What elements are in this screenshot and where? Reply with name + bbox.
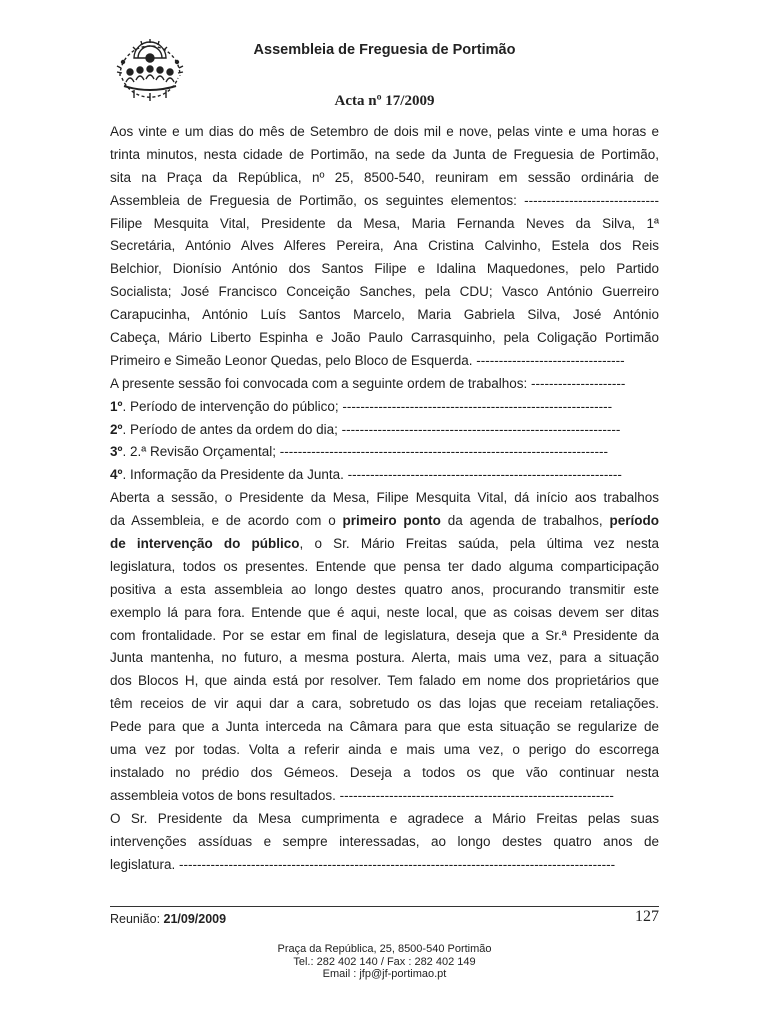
text-line — [110, 396, 659, 419]
text-line — [110, 350, 659, 373]
meeting-date-line — [110, 912, 226, 926]
text-run: sita na Praça da República, nº 25, 8500-540, reuniram em sessão ordinária de — [110, 169, 659, 185]
page-number: 127 — [635, 908, 659, 925]
text-run: trinta minutos, nesta cidade de Portimão, na sede da Junta de Freguesia de Portimão, — [110, 146, 659, 162]
text-line — [110, 602, 659, 625]
text-run: positiva a esta assembleia ao longo destes quatro anos, procurando transmitir este — [110, 581, 659, 597]
text-line — [110, 281, 659, 304]
footer-address — [110, 943, 659, 981]
meeting-date: 21/09/2009 — [163, 912, 227, 926]
text-line — [110, 144, 659, 167]
text-line — [110, 235, 659, 258]
text-line — [110, 579, 659, 602]
text-run: Primeiro e Simeão Leonor Quedas, pelo Bloco de Esquerda. --------------------------------- — [110, 352, 625, 368]
text-run: . 2.ª Revisão Orçamental; ------------------------------------------------------------------------- — [122, 444, 608, 460]
text-line — [110, 304, 659, 327]
bold-text: 1º — [110, 398, 123, 414]
text-run: exemplo lá para fora. Entende que é aqui, neste local, que as coisas devem ser ditas — [110, 604, 659, 620]
text-run: Pede para que a Junta interceda na Câmara para que esta situação se regularize de — [110, 719, 659, 735]
meeting-label: Reunião: — [110, 912, 164, 926]
text-run: . Período de antes da ordem do dia; -------------------------------------------------------------- — [122, 421, 621, 437]
text-run: assembleia votos de bons resultados. ------------------------------------------------------------- — [110, 787, 614, 803]
text-line — [110, 464, 659, 487]
text-line — [110, 487, 659, 510]
text-line — [110, 647, 659, 670]
text-line — [110, 556, 659, 579]
text-line — [110, 670, 659, 693]
phone-fax-line: Tel.: 282 402 140 / Fax : 282 402 149 — [293, 955, 476, 968]
bold-text: 4º — [110, 467, 123, 483]
text-line — [110, 625, 659, 648]
text-line — [110, 373, 659, 396]
text-run: intervenções assíduas e sempre interessadas, ao longo destes quatro anos de — [110, 833, 659, 849]
text-line — [110, 854, 659, 877]
bold-text: de intervenção do público — [110, 536, 300, 552]
text-line — [110, 510, 659, 533]
bold-text: 3º — [110, 444, 123, 460]
text-line — [110, 785, 659, 808]
text-line — [110, 716, 659, 739]
text-run: Socialista; José Francisco Conceição Sanches, pela CDU; Vasco António Guerreiro — [110, 284, 659, 300]
text-run: Cabeça, Mário Liberto Espinha e João Paulo Carrasquinho, pela Coligação Portimão — [110, 330, 659, 346]
footer-divider — [110, 906, 659, 907]
text-run: da Assembleia, e de acordo com o — [110, 513, 343, 529]
text-run: dos Blocos H, que ainda está por resolver. Tem falado em nome dos proprietários que — [110, 673, 659, 689]
text-run: . Informação da Presidente da Junta. ------------------------------------------------------------- — [122, 467, 622, 483]
text-line — [110, 121, 659, 144]
paragraph-agenda-item-3 — [110, 441, 659, 464]
bold-text: 2º — [110, 421, 123, 437]
paragraph-agenda-item-1 — [110, 396, 659, 419]
text-run: A presente sessão foi convocada com a seguinte ordem de trabalhos: --------------------- — [110, 375, 626, 391]
text-run: Aberta a sessão, o Presidente da Mesa, Filipe Mesquita Vital, dá início aos trabalhos — [110, 490, 659, 506]
minutes-body — [110, 121, 659, 876]
address-line: Praça da República, 25, 8500-540 Portimão — [277, 943, 492, 955]
paragraph-public-intervention — [110, 487, 659, 807]
text-line — [110, 762, 659, 785]
text-line — [110, 693, 659, 716]
text-line — [110, 167, 659, 190]
text-run: Aos vinte e um dias do mês de Setembro de dois mil e nove, pelas vinte e uma horas e — [110, 124, 659, 139]
text-line — [110, 213, 659, 236]
text-run: Junta mantenha, no futuro, a mesma postura. Alerta, mais uma vez, para a situação — [110, 650, 659, 666]
text-line — [110, 533, 659, 556]
text-run: Belchior, Dionísio António dos Santos Filipe e Idalina Maquedones, pelo Partido — [110, 261, 659, 277]
text-run: Filipe Mesquita Vital, Presidente da Mesa, Maria Fernanda Neves da Silva, 1ª — [110, 215, 659, 231]
text-line — [110, 258, 659, 281]
paragraph-agenda-intro — [110, 373, 659, 396]
text-run: instalado no prédio dos Gémeos. Deseja a todos os que vão continuar nesta — [110, 764, 659, 780]
minutes-number: Acta nº 17/2009 — [334, 93, 435, 109]
document-header-title: Assembleia de Freguesia de Portimão — [253, 42, 516, 58]
paragraph-opening — [110, 121, 659, 373]
text-run: legislatura. ------------------------------------------------------------------------------------------------- — [110, 856, 616, 872]
text-line — [110, 831, 659, 854]
text-run: . Período de intervenção do público; ------------------------------------------------------------ — [122, 398, 613, 414]
paragraph-agenda-item-2 — [110, 419, 659, 442]
text-run: da agenda de trabalhos, — [440, 513, 610, 529]
text-line — [110, 327, 659, 350]
email-line: Email : jfp@jf-portimao.pt — [322, 968, 447, 980]
bold-text: período — [609, 513, 659, 529]
text-run: O Sr. Presidente da Mesa cumprimenta e agradece a Mário Freitas pelas suas — [110, 810, 659, 826]
text-run: com frontalidade. Por se estar em final de legislatura, deseja que a Sr.ª Presidente da — [110, 627, 659, 643]
text-line — [110, 190, 659, 213]
text-line — [110, 739, 659, 762]
text-run: Assembleia de Freguesia de Portimão, os seguintes elementos: ------------------------------ — [110, 192, 659, 208]
paragraph-president-thanks — [110, 808, 659, 877]
text-run: uma vez por todas. Volta a referir ainda e mais uma vez, o perigo do escorrega — [110, 742, 659, 758]
paragraph-agenda-item-4 — [110, 464, 659, 487]
text-run: , o Sr. Mário Freitas saúda, pela última vez nesta — [299, 536, 659, 552]
bold-text: primeiro ponto — [342, 513, 441, 529]
text-run: têm receios de vir aqui dar a cara, sobretudo os das lojas que receiam retaliações. — [110, 696, 659, 712]
text-line — [110, 808, 659, 831]
text-line — [110, 441, 659, 464]
text-run: Carapucinha, António Luís Santos Marcelo, Maria Gabriela Silva, José António — [110, 307, 659, 323]
text-run: Secretária, António Alves Alferes Pereira, Ana Cristina Calvinho, Estela dos Reis — [110, 238, 659, 254]
text-line — [110, 419, 659, 442]
text-run: legislatura, todos os presentes. Entende que pensa ter dado alguma comparticipação — [110, 558, 659, 574]
